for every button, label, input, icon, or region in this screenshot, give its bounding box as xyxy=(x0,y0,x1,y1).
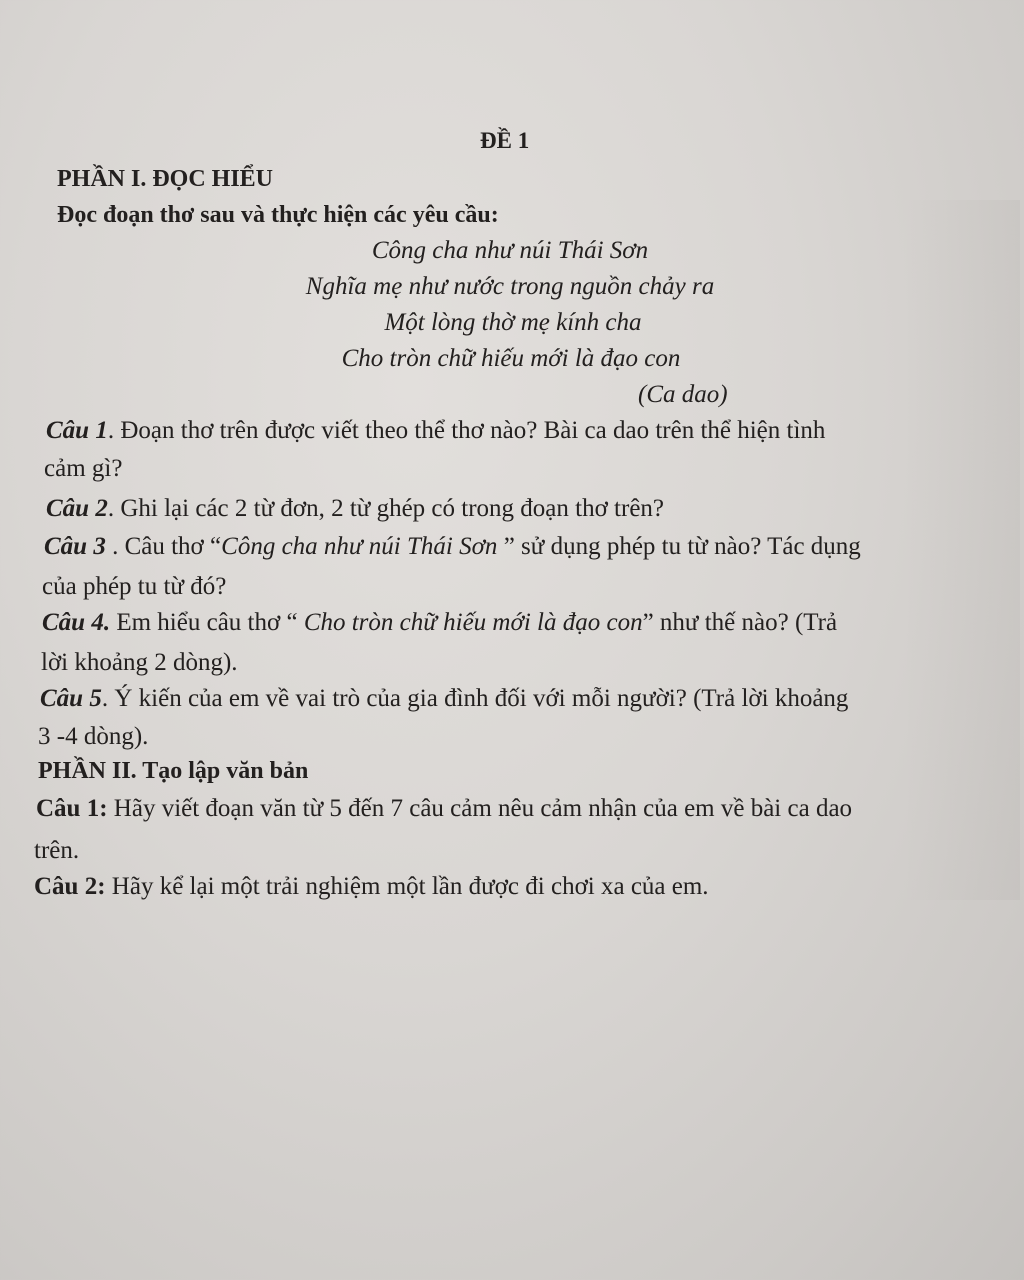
question-4-quote: Cho tròn chữ hiếu mới là đạo con xyxy=(303,609,643,636)
part2-question-1-text: Hãy viết đoạn văn từ 5 đến 7 câu cảm nêu cảm nhận của em về bài ca dao xyxy=(107,795,853,822)
part2-question-1 xyxy=(36,794,852,824)
question-4-label: Câu 4. xyxy=(42,609,111,636)
question-1 xyxy=(46,416,825,446)
part1-instruction: Đọc đoạn thơ sau và thực hiện các yêu cầu: xyxy=(57,202,499,228)
question-5-text: . Ý kiến của em về vai trò của gia đình đối với mỗi người? (Trả lời khoảng xyxy=(101,685,849,712)
part2-question-1-label: Câu 1: xyxy=(36,795,108,822)
poem-line-1: Công cha như núi Thái Sơn xyxy=(371,237,649,264)
part2-heading: PHẦN II. Tạo lập văn bản xyxy=(38,758,309,784)
poem-source: (Ca dao) xyxy=(638,381,728,408)
part2-question-2-text: Hãy kể lại một trải nghiệm một lần được đi chơi xa của em. xyxy=(105,873,709,900)
question-1-continued: cảm gì? xyxy=(44,455,123,482)
question-4 xyxy=(42,608,837,638)
question-3-pre: . Câu thơ “ xyxy=(105,533,222,560)
question-3-post: ” sử dụng phép tu từ nào? Tác dụng xyxy=(497,533,861,560)
part1-heading: PHẦN I. ĐỌC HIỂU xyxy=(57,166,274,192)
question-5-label: Câu 5 xyxy=(40,685,102,712)
paper-shading xyxy=(900,200,1020,900)
question-3-continued: của phép tu từ đó? xyxy=(42,573,227,600)
poem-line-3: Một lòng thờ mẹ kính cha xyxy=(384,309,642,336)
question-3-label: Câu 3 xyxy=(44,533,106,560)
part2-question-2 xyxy=(34,872,709,902)
part2-question-2-label: Câu 2: xyxy=(34,873,106,900)
question-4-pre: Em hiểu câu thơ “ xyxy=(110,609,304,636)
question-1-text: . Đoạn thơ trên được viết theo thể thơ nào? Bài ca dao trên thể hiện tình xyxy=(107,417,826,444)
question-1-label: Câu 1 xyxy=(46,417,108,444)
question-4-post: ” như thế nào? (Trả xyxy=(642,609,838,636)
question-2 xyxy=(46,494,664,524)
question-3-quote: Công cha như núi Thái Sơn xyxy=(221,533,498,560)
poem-line-2: Nghĩa mẹ như nước trong nguồn chảy ra xyxy=(305,273,715,300)
question-5-continued: 3 -4 dòng). xyxy=(38,723,149,750)
question-4-continued: lời khoảng 2 dòng). xyxy=(41,649,238,676)
question-3 xyxy=(44,532,861,562)
poem-line-4: Cho tròn chữ hiếu mới là đạo con xyxy=(341,345,681,372)
question-2-text: . Ghi lại các 2 từ đơn, 2 từ ghép có trong đoạn thơ trên? xyxy=(107,495,665,522)
exam-title: ĐỀ 1 xyxy=(480,128,530,153)
part2-question-1-continued: trên. xyxy=(34,837,80,864)
question-5 xyxy=(40,684,848,714)
question-2-label: Câu 2 xyxy=(46,495,108,522)
